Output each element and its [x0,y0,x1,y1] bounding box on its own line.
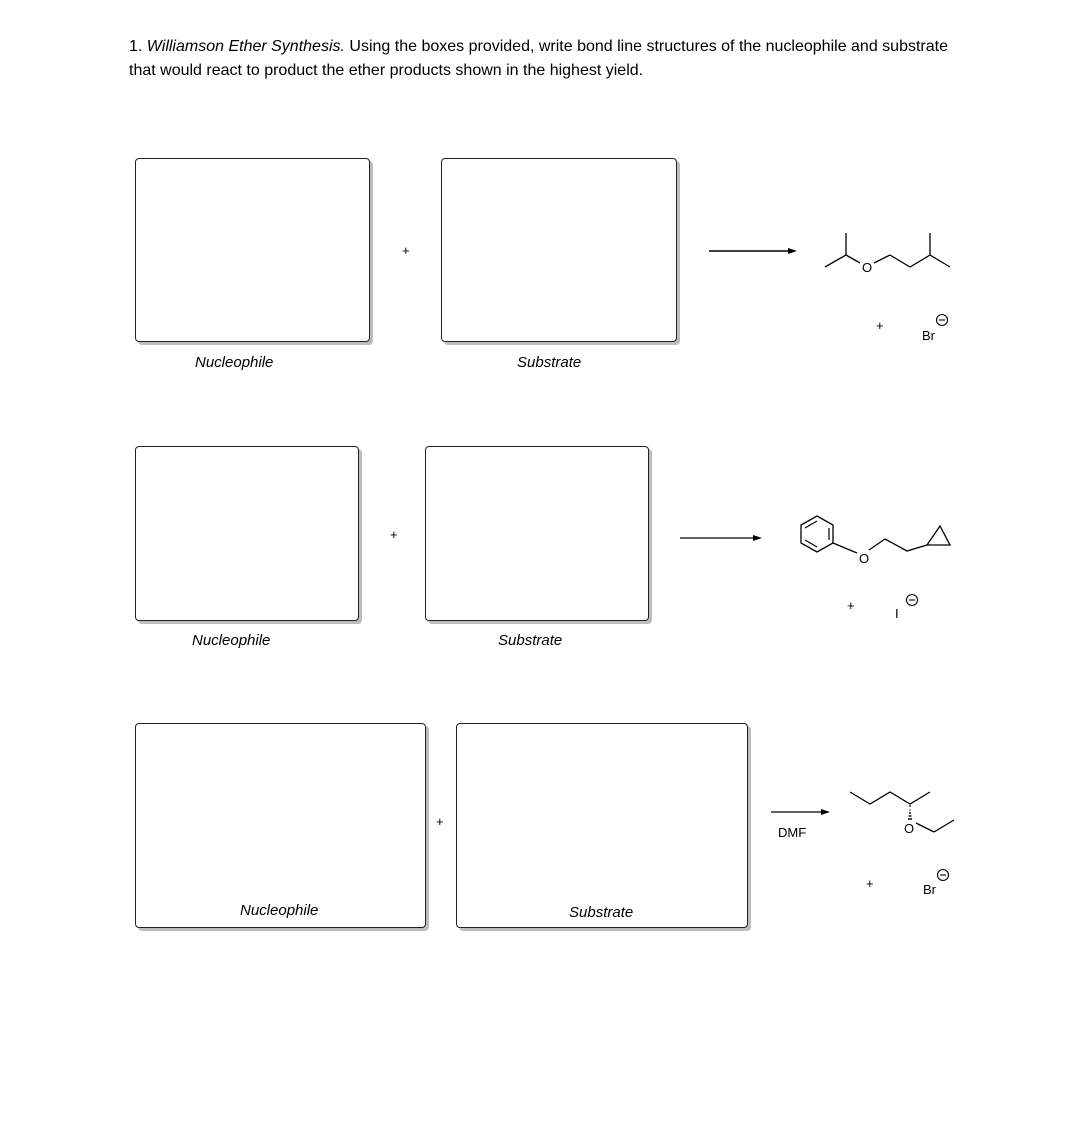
question-body: Using the boxes provided, write bond line structures of the nucleophile and substrate that would react to product the ether products shown in the highest yield. [129,38,948,79]
nucleophile-answer-box-1[interactable] [135,158,370,342]
negative-charge-icon-3 [936,868,950,882]
product-plus-3: + [866,876,874,891]
substrate-label-2: Substrate [498,632,563,649]
ether-product-2 [795,505,955,565]
plus-sign-3: + [436,814,444,829]
oxygen-atom-1: O [862,260,873,275]
reaction-arrow-2 [679,532,764,544]
product-plus-2: + [847,598,855,613]
oxygen-atom-2: O [859,551,870,566]
product-plus-1: + [876,318,884,333]
plus-sign-1: + [402,243,410,258]
nucleophile-answer-box-3[interactable] [135,723,426,928]
substrate-answer-box-3[interactable] [456,723,748,928]
bromide-ion-3: Br [923,882,936,897]
oxygen-atom-3: O [904,821,915,836]
substrate-label-1: Substrate [517,354,582,371]
nucleophile-label-3: Nucleophile [240,902,319,919]
reaction-arrow-3 [770,806,830,818]
question-number: 1. [129,38,143,55]
negative-charge-icon-2 [905,593,919,607]
nucleophile-answer-box-2[interactable] [135,446,359,621]
ether-product-3 [846,785,961,835]
reaction-arrow-1 [708,245,798,257]
ether-product-1 [820,225,955,280]
substrate-answer-box-2[interactable] [425,446,649,621]
question-text [129,35,959,83]
negative-charge-icon-1 [935,313,949,327]
substrate-label-3: Substrate [569,904,634,921]
nucleophile-label-1: Nucleophile [195,354,274,371]
substrate-answer-box-1[interactable] [441,158,677,342]
nucleophile-label-2: Nucleophile [192,632,271,649]
solvent-label-3: DMF [778,825,807,840]
iodide-ion-2: I [895,606,899,621]
question-title: Williamson Ether Synthesis. [146,38,345,55]
plus-sign-2: + [390,527,398,542]
bromide-ion-1: Br [922,328,935,343]
